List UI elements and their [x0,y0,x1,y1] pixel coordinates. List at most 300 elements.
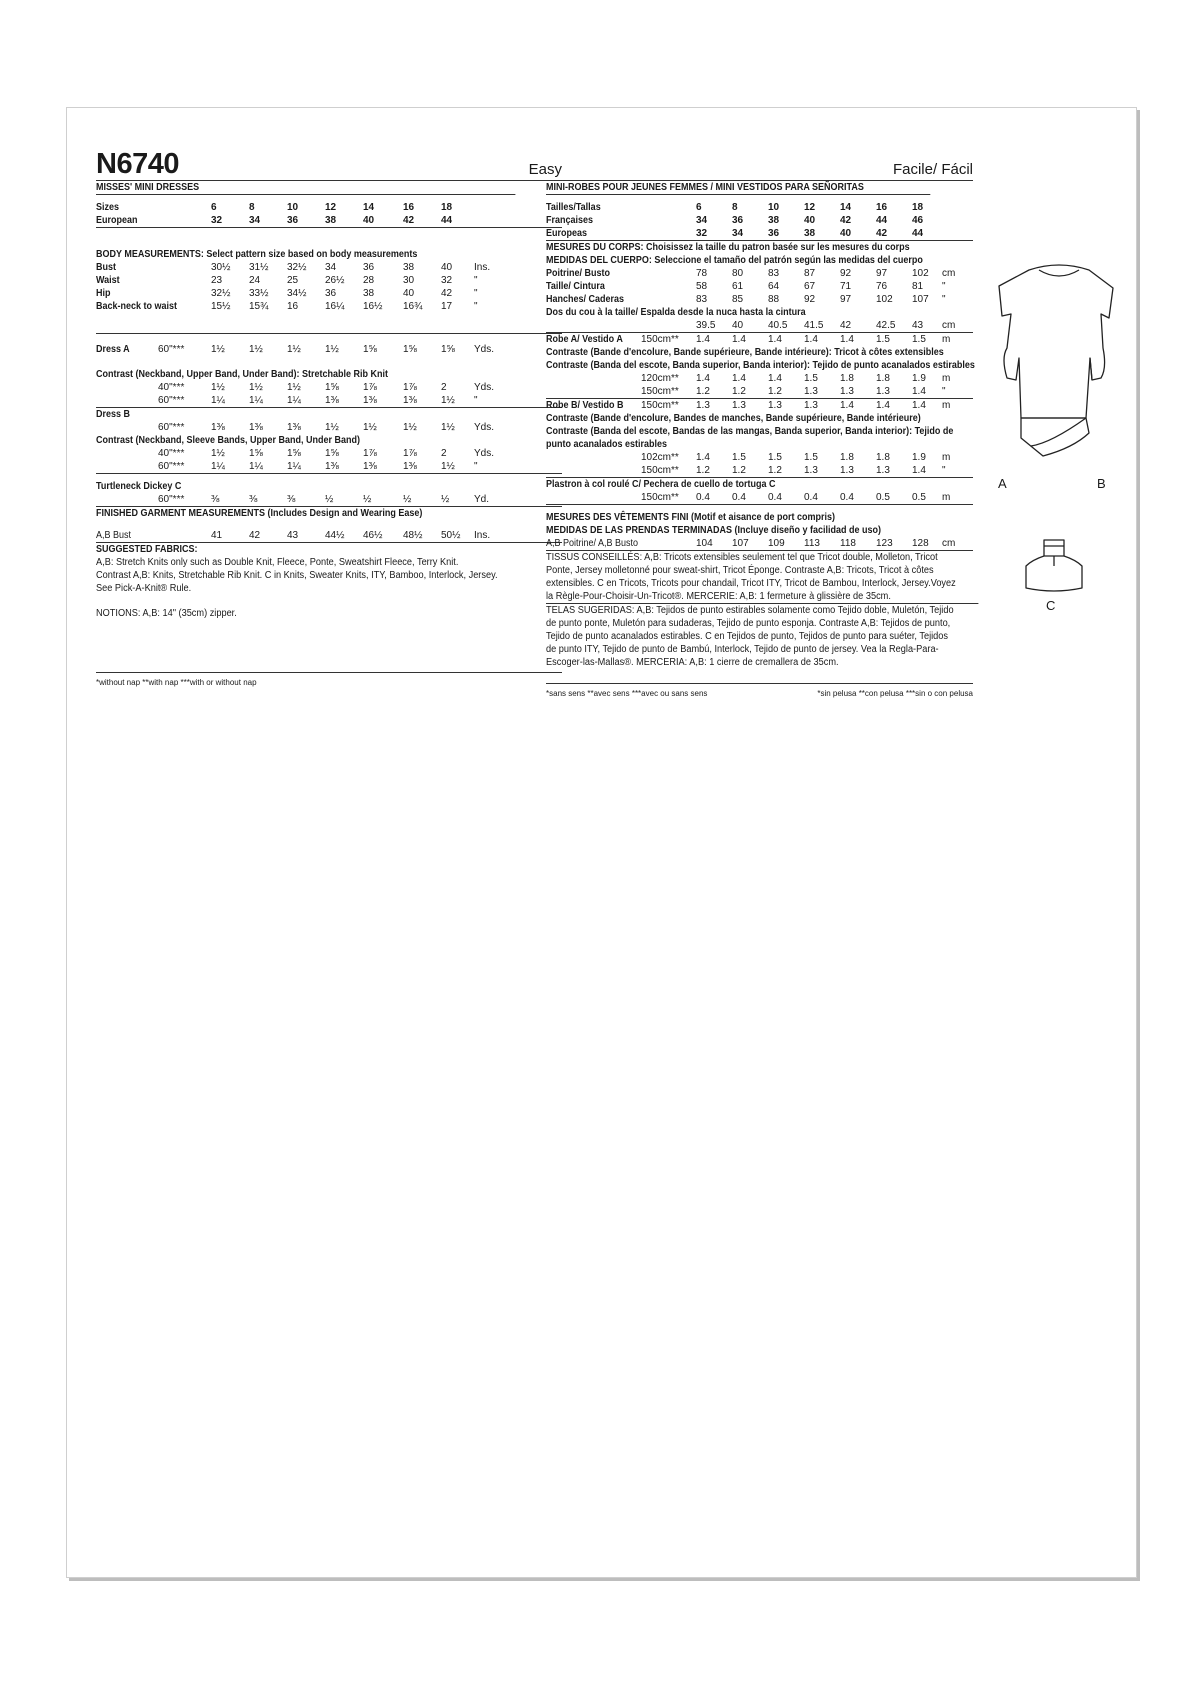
size-value: 18 [441,202,453,213]
size-value: 1½ [403,422,417,433]
size-value: 38 [363,288,375,299]
size-value: 1½ [249,344,263,355]
size-value: 1.4 [912,465,926,476]
size-value: 40 [403,288,415,299]
size-value: 50½ [441,530,461,541]
size-value: 23 [211,275,223,286]
size-value: 1.4 [768,334,782,345]
size-value: 1½ [441,461,455,472]
size-value: 76 [876,281,888,292]
size-value: 36 [732,215,744,226]
size-value: 1⅝ [403,344,417,355]
body-measurement-row-fr-es [546,280,973,293]
unit: Yds. [474,344,495,355]
row-label: Dress A [96,344,130,355]
size-value: 32 [211,215,223,226]
size-value: 44 [912,228,924,239]
finished-bust-row [96,529,562,543]
size-value: 32½ [211,288,231,299]
contrast-b-row [96,447,562,460]
francaises-row [546,214,973,227]
size-value: 32½ [287,262,307,273]
illustration-label-a: A [998,476,1007,491]
unit: cm [942,538,956,549]
body-measurement-row-fr-es [546,293,973,306]
robe-b-row [546,399,973,412]
size-value: 1⅜ [403,395,417,406]
dress-a-yardage [96,343,562,356]
size-value: 1.3 [804,400,818,411]
fabric-width: 40"*** [158,448,185,459]
size-value: 123 [876,538,893,549]
size-value: ⅜ [211,494,220,505]
contrast-a-table [96,381,562,408]
size-value: 92 [804,294,816,305]
size-value: 118 [840,538,856,549]
size-value: 80 [732,268,744,279]
row-label: Hanches/ Caderas [546,294,625,305]
size-value: 67 [804,281,816,292]
size-value: 38 [768,215,780,226]
size-value: 41.5 [804,320,824,331]
size-value: 24 [249,275,261,286]
size-value: 2 [441,382,447,393]
size-value: 16½ [363,301,383,312]
size-value: 71 [840,281,852,292]
size-value: 33½ [249,288,269,299]
back-neck-values [546,319,973,332]
plastron-row [546,491,973,504]
size-value: 0.4 [768,492,782,503]
size-value: 1.2 [732,386,746,397]
size-value: 1⅝ [287,448,301,459]
size-value: 1.5 [876,334,890,345]
row-label: Taille/ Cintura [546,281,605,292]
fabric-width: 60"*** [158,494,185,505]
size-value: 1.5 [768,452,782,463]
fabric-width: 120cm** [641,373,679,384]
size-value: 30 [403,275,415,286]
size-value: 42.5 [876,320,896,331]
row-label: Robe B/ Vestido B [546,400,624,411]
size-value: 1.3 [876,465,890,476]
dickey-yardage [96,493,562,507]
fabric-width: 60"*** [158,461,185,472]
robe-a-row [546,333,973,346]
size-value: 43 [287,530,299,541]
size-value: 42 [840,215,852,226]
size-value: 16¾ [403,301,423,312]
contrast-b-row-fr-es [546,464,973,477]
notions-text: NOTIONS: A,B: 14" (35cm) zipper. [96,608,237,619]
size-value: 34 [696,215,708,226]
size-value: 1⅜ [249,422,263,433]
size-value: 1.4 [840,334,854,345]
size-value: 97 [876,268,888,279]
size-value: ⅜ [249,494,258,505]
telas-line: Tejido de punto acanalados estirables. C en Tejidos de punto, Tejidos de punto para suéter, Tejidos [546,631,949,642]
size-value: 36 [768,228,780,239]
fabric-width: 60"*** [158,422,185,433]
size-value: 1⅝ [363,344,377,355]
illustration-label-c: C [1046,598,1056,613]
size-value: 16 [403,202,415,213]
size-value: 0.4 [732,492,746,503]
plastron-yardage [546,491,973,505]
row-label: Hip [96,288,111,299]
dress-b-yardage [96,421,562,434]
size-value: 0.5 [876,492,890,503]
size-value: 1.2 [768,386,782,397]
dickey-row [96,493,562,506]
size-value: 28 [363,275,375,286]
size-value: 18 [912,202,924,213]
size-value: 6 [696,202,702,213]
body-measurement-row-fr-es [546,267,973,280]
fabric-width: 40"*** [158,382,185,393]
size-value: 1½ [441,422,455,433]
size-value: 46 [912,215,924,226]
size-value: 113 [804,538,820,549]
size-value: 1⅜ [211,422,225,433]
size-value: 42 [441,288,453,299]
size-value: 83 [768,268,780,279]
size-value: 0.5 [912,492,926,503]
size-value: 102 [912,268,929,279]
size-value: 1.3 [732,400,746,411]
size-value: 1½ [249,382,263,393]
size-value: 34 [732,228,744,239]
contrast-b-es: Contraste (Banda del escote, Bandas de las mangas, Banda superior, Banda interior): Tejido de [546,426,954,437]
tissus-line: la Règle-Pour-Choisir-Un-Tricot®. MERCERIE: A,B: 1 fermeture à glissière de 35cm. [546,591,891,602]
unit: Yds. [474,382,495,393]
tissus-paragraph [546,551,978,604]
size-value: 1.2 [768,465,782,476]
size-value: 1⅜ [363,395,377,406]
size-value: 1.8 [876,452,890,463]
body-measurements-table-fr-es [546,267,973,306]
body-measurement-row [96,287,562,300]
size-value: 42 [403,215,415,226]
fabrics-paragraph [96,556,561,595]
size-value: 1.2 [696,386,710,397]
unit: " [474,275,478,286]
size-value: ½ [441,494,450,505]
dress-a-b-illustration [989,258,1129,488]
size-value: 64 [768,281,780,292]
contrast-a-row-fr-es [546,385,973,398]
footnote-en: *without nap **with nap ***with or without nap [96,678,257,687]
body-measurement-row [96,261,562,274]
tissus-line: extensibles. C en Tricots, Tricots pour chandail, Tricot ITY, Tricot de Bambou, Interlock, Jersey.Voyez [546,578,956,589]
size-value: 43 [912,320,924,331]
size-value: 38 [325,215,337,226]
size-value: 1.4 [768,373,782,384]
body-measurements-heading: BODY MEASUREMENTS: Select pattern size based on body measurements [96,249,418,260]
size-value: 42 [840,320,852,331]
fabric-width: 150cm** [641,400,679,411]
fabric-width: 150cm** [641,492,679,503]
size-value: 87 [804,268,816,279]
size-value: 1⅞ [403,382,417,393]
telas-line: TELAS SUGERIDAS: A,B: Tejidos de punto estirables solamente como Tejido doble, Muletón, Tejido [546,605,954,616]
size-value: 109 [768,538,785,549]
unit: m [942,452,951,463]
size-value: 1.4 [840,400,854,411]
unit: " [942,465,946,476]
size-value: 1.9 [912,452,926,463]
footnote-fr: *sans sens **avec sens ***avec ou sans sens [546,689,708,698]
dress-b-heading: Dress B [96,409,131,420]
header-left [96,150,562,181]
size-value: 1.3 [804,386,818,397]
size-value: 10 [768,202,780,213]
size-value: 1.3 [876,386,890,397]
size-value: 1⅞ [363,382,377,393]
tailles-row [546,201,973,214]
size-value: 40 [363,215,375,226]
size-value: 32 [441,275,453,286]
unit: " [474,395,478,406]
difficulty-label: Easy [528,161,562,178]
contrast-b-fr: Contraste (Bande d'encolure, Bandes de manches, Bande supérieure, Bande intérieure) [546,413,921,424]
sizes-row [96,201,562,214]
size-value: 1½ [287,344,301,355]
size-value: 46½ [363,530,383,541]
dress-a-row [96,343,562,356]
size-value: 17 [441,301,453,312]
size-value: 40 [840,228,852,239]
pattern-code: N6740 [96,148,179,180]
size-value: 39.5 [696,320,716,331]
finished-heading-es: MEDIDAS DE LAS PRENDAS TERMINADAS (Incluye diseño y facilidad de uso) [546,525,882,536]
unit: Yds. [474,448,495,459]
size-value: 1.5 [804,452,818,463]
contrast-b-row-fr-es [546,451,973,464]
size-value: 16 [876,202,888,213]
size-value: 8 [249,202,255,213]
unit: Yds. [474,422,495,433]
size-value: 1½ [211,344,225,355]
size-value: 1.2 [732,465,746,476]
tissus-line: Ponte, Jersey molletonné pour sweat-shirt, Tricot Éponge. Contraste A,B: Tricots, Tricot à côtes [546,565,934,576]
contrast-b-heading: Contrast (Neckband, Sleeve Bands, Upper Band, Under Band) [96,435,361,446]
unit: cm [942,268,956,279]
robe-a-yardage [546,333,973,346]
plastron-heading: Plastron à col roulé C/ Pechera de cuello de tortuga C [546,479,776,490]
contrast-a-row-fr-es [546,372,973,385]
unit: m [942,492,951,503]
size-value: ⅜ [287,494,296,505]
size-value: 92 [840,268,852,279]
body-heading-fr: MESURES DU CORPS: Choisissez la taille du patron basée sur les mesures du corps [546,242,910,253]
size-value: 16¼ [325,301,345,312]
size-value: 1.4 [732,334,746,345]
contrast-a-fr: Contraste (Bande d'encolure, Bande supérieure, Bande intérieure): Tricot à côtes extensibles [546,347,944,358]
unit: Yd. [474,494,490,505]
size-value: 25 [287,275,299,286]
size-value: 58 [696,281,708,292]
size-value: 107 [912,294,929,305]
fabric-width: 60"*** [158,395,185,406]
fabric-width: 150cm** [641,386,679,397]
size-value: 44 [876,215,888,226]
size-value: ½ [403,494,412,505]
contrast-a-row [96,394,562,407]
size-value: 8 [732,202,738,213]
size-value: 1.4 [912,400,926,411]
size-value: 2 [441,448,447,459]
size-value: 14 [840,202,852,213]
size-value: 1.4 [696,334,710,345]
size-value: 1.3 [804,465,818,476]
section-title: MISSES' MINI DRESSES [96,181,515,195]
size-value: 102 [876,294,893,305]
size-value: 44 [441,215,453,226]
size-value: 14 [363,202,375,213]
size-value: 16 [287,301,299,312]
size-value: 26½ [325,275,345,286]
size-value: 0.4 [696,492,710,503]
contrast-b-row [96,460,562,473]
size-value: 1.4 [912,386,926,397]
size-value: 42 [876,228,888,239]
contrast-b-table [96,447,562,474]
unit: " [942,386,946,397]
contrast-a-table-fr-es [546,372,973,399]
size-value: 78 [696,268,708,279]
header-right [546,150,973,181]
size-value: 1½ [325,422,339,433]
size-value: 1.4 [876,400,890,411]
europeas-row [546,227,973,241]
size-value: 1.5 [912,334,926,345]
size-value: 36 [325,288,337,299]
back-neck-row [546,319,973,333]
unit: Ins. [474,530,491,541]
difficulty-label-fr-es: Facile/ Fácil [892,161,973,178]
size-value: 104 [696,538,713,549]
size-value: 1¼ [249,395,263,406]
size-value: 1½ [441,395,455,406]
size-value: 1⅞ [363,448,377,459]
size-value: 1¼ [287,395,301,406]
finished-row-fr-es [546,537,973,550]
size-value: 40 [732,320,744,331]
dickey-heading: Turtleneck Dickey C [96,481,182,492]
size-value: 48½ [403,530,423,541]
row-label: Bust [96,262,117,273]
row-label: Tailles/Tallas [546,202,601,213]
size-value: 1¼ [211,461,225,472]
finished-heading-fr: MESURES DES VÊTEMENTS FINI (Motif et aisance de port compris) [546,512,836,523]
telas-paragraph [546,604,978,669]
size-value: 1.4 [696,373,710,384]
unit: m [942,373,951,384]
size-value: 1.4 [804,334,818,345]
size-value: 1⅜ [287,422,301,433]
unit: m [942,334,951,345]
row-label: Sizes [96,202,120,213]
contrast-a-heading: Contrast (Neckband, Upper Band, Under Band): Stretchable Rib Knit [96,369,389,380]
dickey-c-illustration [1022,538,1086,594]
fabric-width: 102cm** [641,452,679,463]
size-value: 1½ [325,344,339,355]
unit: m [942,400,951,411]
size-value: 1.8 [840,373,854,384]
size-value: 1¼ [249,461,263,472]
footnotes-fr-es [546,688,973,700]
size-value: 1.8 [876,373,890,384]
size-value: 61 [732,281,744,292]
contrast-a-row [96,381,562,394]
unit: Ins. [474,262,491,273]
tissus-line: TISSUS CONSEILLÉS: A,B: Tricots extensibles seulement tel que Tricot double, Molleton, Tricot [546,552,938,563]
french-spanish-column [546,150,973,700]
size-value: 1.3 [696,400,710,411]
finished-bust-row-fr-es [546,537,973,551]
size-value: 30½ [211,262,231,273]
size-value: 0.4 [804,492,818,503]
size-value: 0.4 [840,492,854,503]
size-value: 36 [363,262,375,273]
size-value: 38 [804,228,816,239]
telas-line: de punto ponte, Muletón para sudaderas, Tejido de punto esponja. Contraste A,B: Tejidos de punto, [546,618,951,629]
size-value: 1.3 [768,400,782,411]
english-column [96,150,562,689]
size-value: 97 [840,294,852,305]
dress-b-row [96,421,562,434]
fabric-width: 150cm** [641,465,679,476]
size-value: 1½ [287,382,301,393]
size-value: 40 [441,262,453,273]
european-row [96,214,562,228]
row-label: European [96,215,138,226]
size-value: 32 [696,228,708,239]
size-value: 1⅜ [363,461,377,472]
size-value: 34 [325,262,337,273]
unit: " [474,301,478,312]
size-value: 44½ [325,530,345,541]
size-value: 38 [403,262,415,273]
fabrics-line: Contrast A,B: Knits, Stretchable Rib Knit. C in Knits, Sweater Knits, ITY, Bamboo, Interlock, Jersey. [96,570,498,581]
finished-row [96,529,562,542]
unit: " [474,288,478,299]
size-value: 1⅝ [249,448,263,459]
fabrics-line: A,B: Stretch Knits only such as Double Knit, Fleece, Ponte, Sweatshirt Fleece, Terry Knit. [96,557,459,568]
size-value: 12 [804,202,816,213]
size-value: 83 [696,294,708,305]
fabric-width: 60"*** [158,344,185,355]
size-value: 1.9 [912,373,926,384]
contrast-a-es: Contraste (Banda del escote, Banda superior, Banda interior): Tejido de punto acanalados estirables [546,360,975,371]
row-label: Poitrine/ Busto [546,268,611,279]
unit: " [942,294,946,305]
illustration-label-b: B [1097,476,1106,491]
fabrics-line: See Pick-A-Knit® Rule. [96,583,192,594]
size-value: 128 [912,538,929,549]
size-value: 107 [732,538,749,549]
size-value: 1½ [363,422,377,433]
row-label: Back-neck to waist [96,301,178,312]
size-value: 1.5 [804,373,818,384]
contrast-b-es-cont: punto acanalados estirables [546,439,668,450]
size-value: 40.5 [768,320,788,331]
size-value: 1⅜ [325,461,339,472]
size-value: 1¼ [211,395,225,406]
size-value: 12 [325,202,337,213]
row-label: Waist [96,275,120,286]
